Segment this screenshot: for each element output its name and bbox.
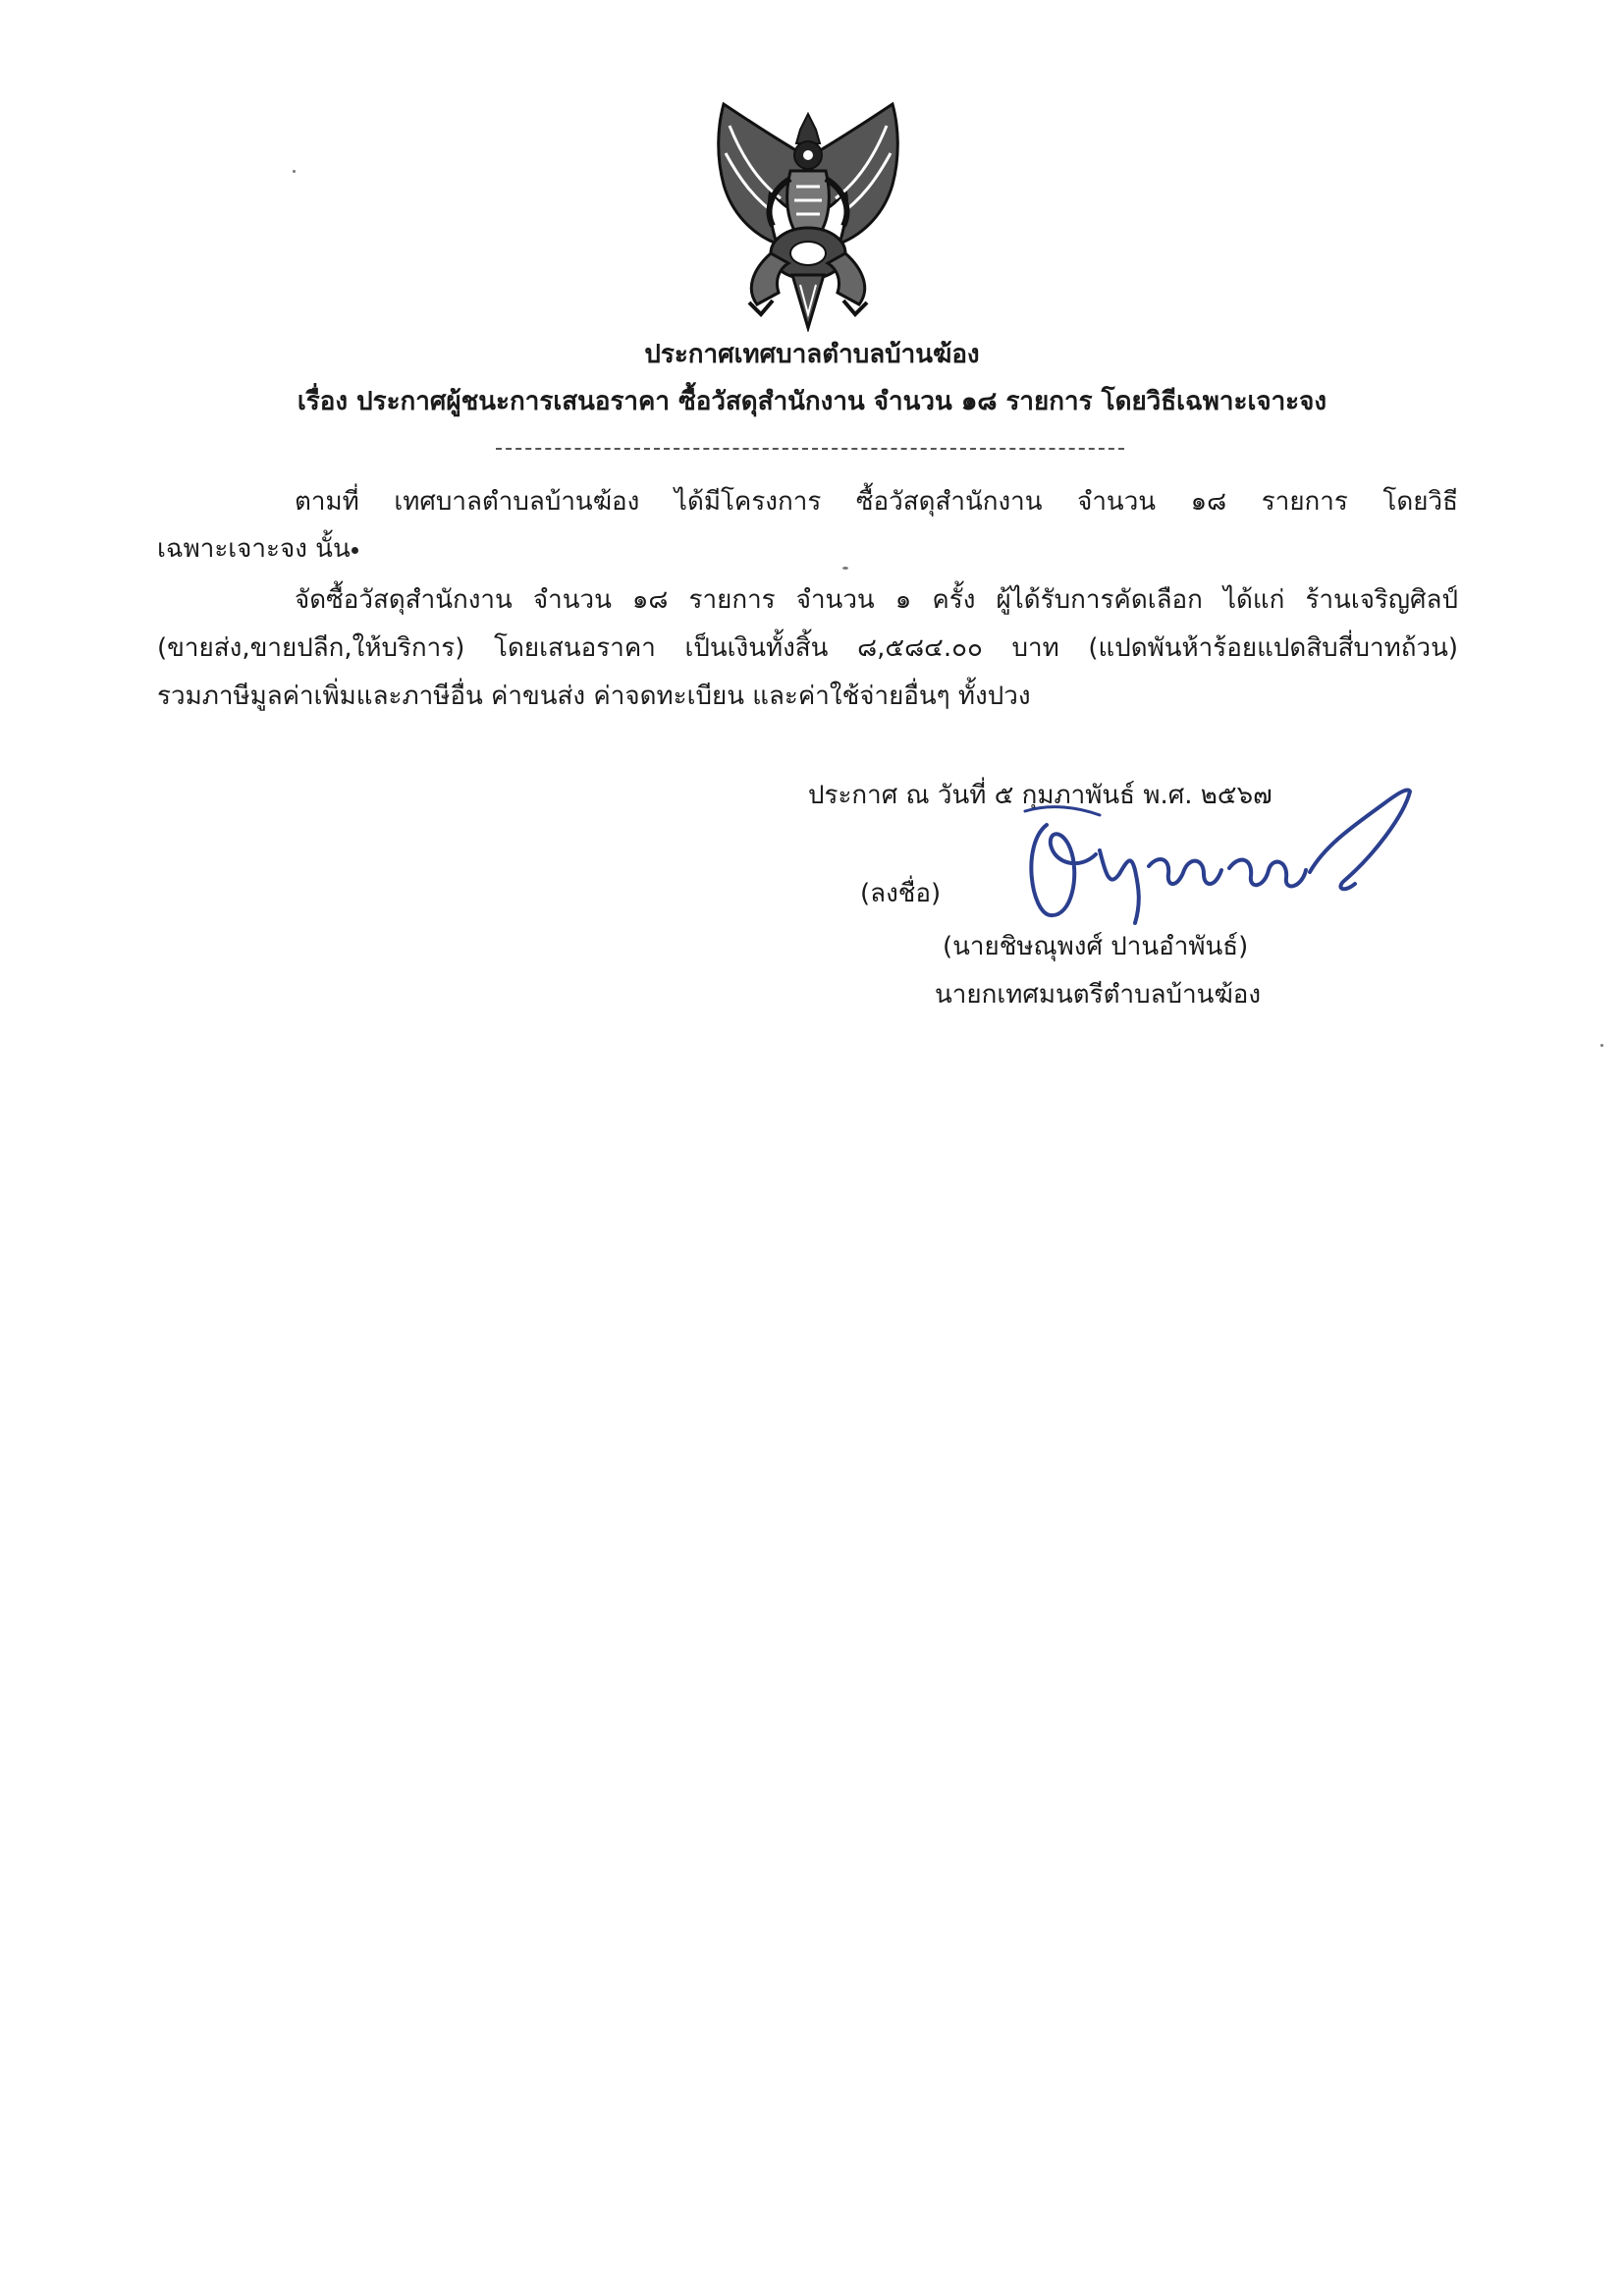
body-paragraph-2-line-3: รวมภาษีมูลค่าเพิ่มและภาษีอื่น ค่าขนส่ง ค่าจดทะเบียน และค่าใช้จ่ายอื่นๆ ทั้งปวง: [157, 682, 1031, 711]
body-paragraph-1-line-1: ตามที่ เทศบาลตำบลบ้านฆ้อง ได้มีโครงการ ซื้อวัสดุสำนักงาน จำนวน ๑๘ รายการ โดยวิธี: [295, 487, 1458, 517]
signer-name: (นายชิษณุพงศ์ ปานอำพันธ์): [943, 932, 1249, 961]
announcement-date: ประกาศ ณ วันที่ ๕ กุมภาพันธ์ พ.ศ. ๒๕๖๗: [808, 781, 1272, 810]
scan-speck: [293, 170, 296, 173]
scan-speck: [1600, 1044, 1603, 1047]
sign-label: (ลงชื่อ): [860, 879, 942, 908]
announcement-title: ประกาศเทศบาลตำบลบ้านฆ้อง: [644, 340, 980, 369]
scan-speck: [842, 567, 848, 570]
body-paragraph-2-line-2: (ขายส่ง,ขายปลีก,ให้บริการ) โดยเสนอราคา เป็นเงินทั้งสิ้น ๘,๕๘๔.๐๐ บาท (แปดพันห้าร้อยแปดสิบสี่บาทถ้วน): [157, 633, 1458, 663]
scan-speck: [352, 547, 358, 554]
handwritten-signature: [1011, 786, 1414, 933]
body-paragraph-2-line-1: จัดซื้อวัสดุสำนักงาน จำนวน ๑๘ รายการ จำนวน ๑ ครั้ง ผู้ได้รับการคัดเลือก ได้แก่ ร้านเจริญศิลป์: [295, 585, 1458, 615]
garuda-emblem-icon: [702, 96, 914, 332]
signer-title: นายกเทศมนตรีตำบลบ้านฆ้อง: [935, 980, 1262, 1010]
body-paragraph-1-line-2: เฉพาะเจาะจง นั้น: [157, 534, 351, 564]
announcement-subject: เรื่อง ประกาศผู้ชนะการเสนอราคา ซื้อวัสดุสำนักงาน จำนวน ๑๘ รายการ โดยวิธีเฉพาะเจาะจง: [297, 387, 1327, 416]
title-divider: [496, 448, 1124, 450]
